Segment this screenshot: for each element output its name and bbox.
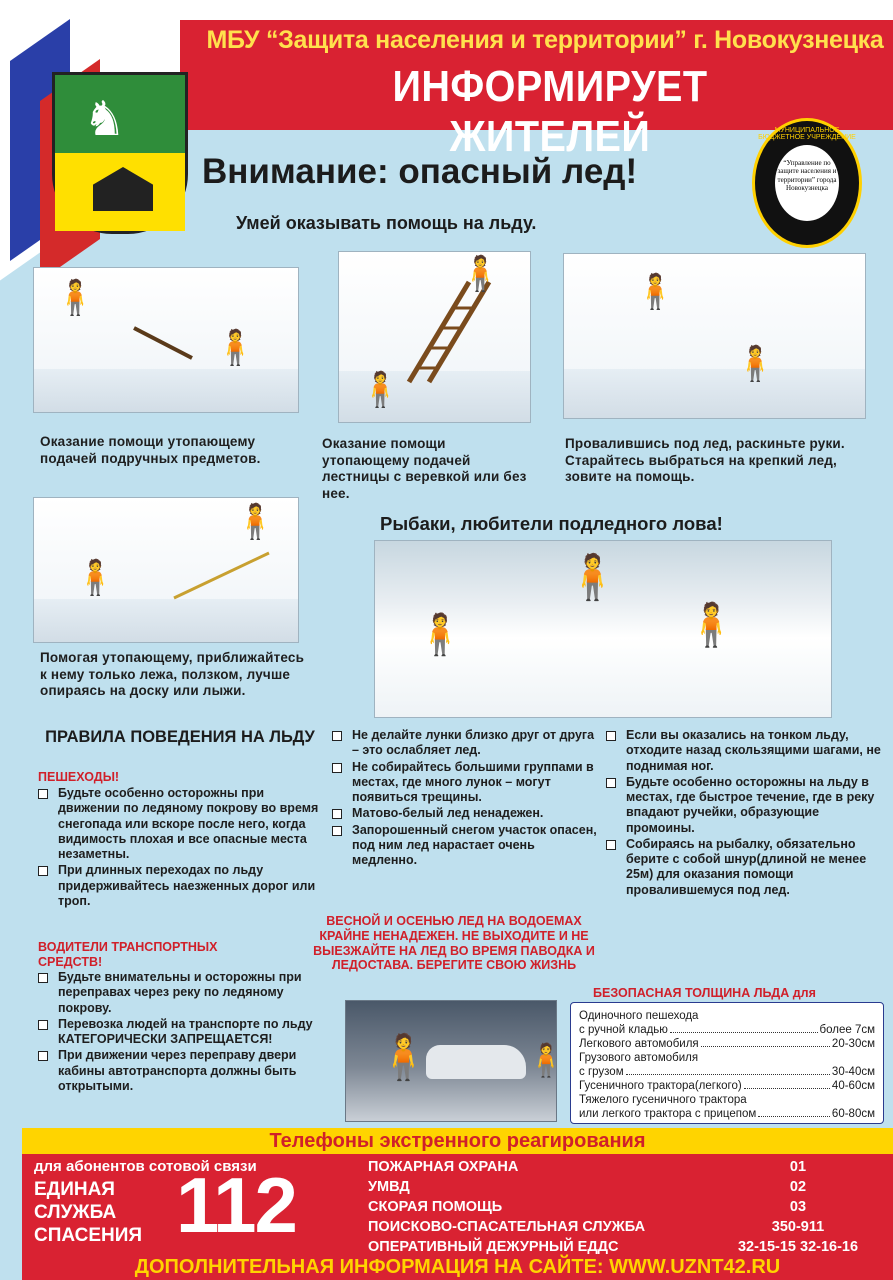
service-row: ПОЖАРНАЯ ОХРАНА 01 <box>368 1159 807 1175</box>
drivers-list <box>36 970 320 1095</box>
fisher-icon: 🧍 <box>565 553 620 602</box>
list-item: Матово-белый лед ненадежен. <box>330 806 600 821</box>
illustration-ski-rescue <box>33 497 299 643</box>
table-row: или легкого трактора с прицепом 60-80см <box>579 1108 875 1121</box>
illustration-car-on-ice <box>345 1000 566 1122</box>
rules-title: ПРАВИЛА ПОВЕДЕНИЯ НА ЛЬДУ <box>45 728 315 746</box>
phones-title: Телефоны экстренного реагирования <box>269 1130 646 1152</box>
person-in-water-icon: 🧍 <box>234 503 277 541</box>
pedestrians-list <box>36 786 320 910</box>
list-item: Перевозка людей на транспорте по льду КАТЕГОРИЧЕСКИ ЗАПРЕЩАЕТСЯ! <box>36 1017 320 1048</box>
table-row: Одиночного пешехода <box>579 1010 699 1022</box>
table-row: с ручной кладью более 7см <box>579 1024 875 1037</box>
seasonal-warning: ВЕСНОЙ И ОСЕНЬЮ ЛЕД НА ВОДОЕМАХ КРАЙНЕ НЕНАДЕЖЕН. НЕ ВЫХОДИТЕ И НЕ ВЫЕЗЖАЙТЕ НА ЛЕД ВО ВРЕМЯ ПАВОДКА И ЛЕДОСТАВА. БЕРЕГИТЕ СВОЮ ЖИЗНЬ <box>313 914 595 973</box>
rescuer-icon: 🧍 <box>214 329 257 367</box>
list-item: Не собирайтесь большими группами в местах, где много лунок – могут появиться трещины. <box>330 760 600 806</box>
inform-heading: ИНФОРМИРУЕТ ЖИТЕЛЕЙ <box>392 62 708 161</box>
fisher-icon: 🧍 <box>685 601 738 648</box>
list-item: При длинных переходах по льду придерживайтесь наезженных дорог или троп. <box>36 863 320 909</box>
rescuer-icon: 🧍 <box>359 371 402 409</box>
ski-pole-icon <box>174 548 274 608</box>
service-row: ПОИСКОВО-СПАСАТЕЛЬНАЯ СЛУЖБА 350-911 <box>368 1219 825 1235</box>
list-item: Если вы оказались на тонком льду, отходите назад скользящими шагами, не поднимая ног. <box>604 728 886 774</box>
service-row: УМВД 02 <box>368 1179 807 1195</box>
person-waving-icon: 🧍 <box>376 1033 431 1082</box>
unified-rescue-label: ЕДИНАЯ СЛУЖБА СПАСЕНИЯ <box>34 1179 143 1247</box>
list-item: Будьте внимательны и осторожны при переправах через реку по ледяному покрову. <box>36 970 320 1016</box>
person-in-water-icon: 🧍 <box>459 255 502 293</box>
pedestrians-label: ПЕШЕХОДЫ! <box>38 770 120 784</box>
service-row: ОПЕРАТИВНЫЙ ДЕЖУРНЫЙ ЕДДС 32-15-15 32-16-16 <box>368 1239 859 1255</box>
table-row: Легкового автомобиля 20-30см <box>579 1038 875 1051</box>
website-info: ДОПОЛНИТЕЛЬНАЯ ИНФОРМАЦИЯ НА САЙТЕ: WWW.UZNT42.RU <box>134 1256 781 1278</box>
rescuer-icon: 🧍 <box>74 559 117 597</box>
person-in-water-icon: 🧍 <box>54 279 97 317</box>
caption-pole-rescue: Оказание помощи утопающему подачей подручных предметов. <box>40 434 261 466</box>
organization-seal <box>752 118 862 248</box>
car-icon <box>426 1045 526 1079</box>
stick-icon <box>134 328 194 368</box>
list-item: Не делайте лунки близко друг от друга – это ослабляет лед. <box>330 728 600 759</box>
caption-ski-rescue: Помогая утопающему, приближайтесь к нему только лежа, ползком, лучше опираясь на доску или лыжи. <box>40 650 305 699</box>
table-row: Тяжелого гусеничного трактора <box>579 1094 747 1107</box>
drivers-label: ВОДИТЕЛИ ТРАНСПОРТНЫХ СРЕДСТВ! <box>38 940 218 969</box>
service-row: СКОРАЯ ПОМОЩЬ 03 <box>368 1199 807 1215</box>
fisher-icon: 🧍 <box>415 613 465 657</box>
ice-thickness-table <box>570 1002 884 1124</box>
person-crawling-icon: 🧍 <box>734 345 777 383</box>
caption-spread-arms: Провалившись под лед, раскиньте руки. Старайтесь выбраться на крепкий лед, зовите на помощь. <box>565 436 845 485</box>
city-coat-of-arms <box>52 72 188 234</box>
person-icon: 🧍 <box>526 1042 566 1078</box>
emergency-number: 112 <box>176 1161 296 1249</box>
cell-subscribers-label: для абонентов сотовой связи <box>34 1158 257 1175</box>
list-item: При движении через переправу двери кабины автотранспорта должны быть открытыми. <box>36 1048 320 1094</box>
org-title: МБУ “Защита населения и территории” г. Новокузнецка <box>206 26 884 54</box>
fishers-list-2 <box>604 728 886 899</box>
help-subheading: Умей оказывать помощь на льду. <box>236 213 537 233</box>
seal-center-text: “Управление по защите населения и территории” города Новокузнецка <box>775 145 839 221</box>
seal-ring-text: МУНИЦИПАЛЬНОЕ БЮДЖЕТНОЕ УЧРЕЖДЕНИЕ <box>758 127 856 141</box>
illustration-pole-rescue <box>33 267 299 413</box>
services-list <box>368 1159 868 1259</box>
table-row: Грузового автомобиля <box>579 1052 699 1065</box>
list-item: Будьте особенно осторожны при движении по ледяному покрову во время снегопада или вскоре после него, когда видимость плохая и все опасные места незаметны. <box>36 786 320 862</box>
illustration-ice-fishing <box>374 540 832 718</box>
table-row: с грузом 30-40см <box>579 1066 875 1079</box>
illustration-spread-arms <box>563 253 866 419</box>
horse-icon: ♞ <box>83 93 127 146</box>
list-item: Собираясь на рыбалку, обязательно берите с собой шнур(длиной не менее 25м) для оказания помощи провалившемуся под лед. <box>604 837 886 898</box>
list-item: Запорошенный снегом участок опасен, под ним лед нарастает очень медленно. <box>330 823 600 869</box>
caption-ladder-rescue: Оказание помощи утопающему подачей лестницы с веревкой или без нее. <box>322 436 527 501</box>
table-row: Гусеничного трактора(легкого) 40-60см <box>579 1080 875 1093</box>
person-crawling-icon: 🧍 <box>634 273 677 311</box>
attention-heading: Внимание: опасный лед! <box>202 152 638 191</box>
ladder-icon <box>389 282 499 382</box>
list-item: Будьте особенно осторожны на льду в местах, где быстрое течение, где в реку впадают ручейки, образующие промоины. <box>604 775 886 836</box>
illustration-ladder-rescue <box>338 251 531 423</box>
fishers-list-1 <box>330 728 600 869</box>
fishers-heading: Рыбаки, любители подледного лова! <box>380 513 723 534</box>
ice-thickness-title: БЕЗОПАСНАЯ ТОЛЩИНА ЛЬДА для <box>593 986 816 1000</box>
